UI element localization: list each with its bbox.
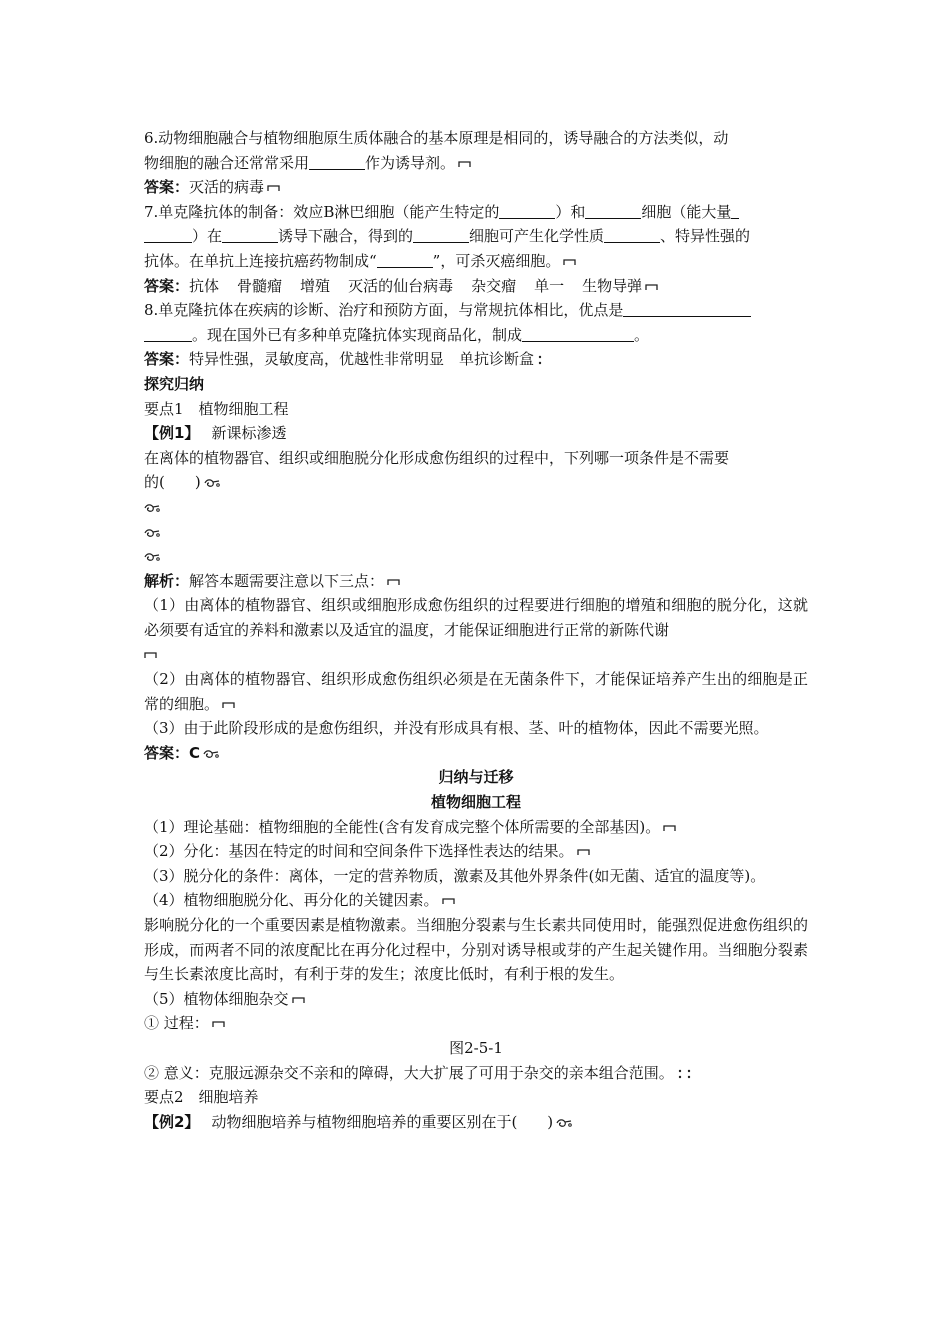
hand-mark-icon: [204, 478, 221, 488]
point1-title: 要点1 植物细胞工程: [144, 399, 289, 418]
return-mark-icon: [212, 1020, 225, 1028]
return-mark-icon: [458, 160, 471, 168]
return-mark-icon: [563, 258, 576, 266]
return-mark-icon: [577, 848, 590, 856]
q8-answer: 答案：特异性强，灵敏度高，优越性非常明显 单抗诊断盒: [144, 347, 808, 372]
q7-line-3: 抗体。在单抗上连接抗癌药物制成“ ”，可杀灭癌细胞。: [144, 249, 808, 274]
document-page: [144, 126, 808, 1134]
summary-item-3: （3）脱分化的条件：离体，一定的营养物质，激素及其他外界条件(如无菌、适宜的温度等)。: [144, 866, 766, 885]
fill-blank: [731, 204, 739, 219]
point2-title: 要点2 细胞培养: [144, 1088, 259, 1107]
return-mark-icon: [222, 701, 235, 709]
summary-subheading: 植物细胞工程: [430, 793, 521, 812]
option-placeholder-1: [144, 495, 808, 520]
option-placeholder-2: [144, 520, 808, 545]
return-mark-icon: [144, 651, 157, 659]
fill-blank: [604, 228, 660, 243]
example-1-header: 【例1】 新课标渗透: [144, 424, 287, 443]
q7-answer: 答案：抗体 骨髓瘤 增殖 灭活的仙台病毒 杂交瘤 单一 生物导弹: [144, 274, 808, 299]
hand-mark-icon: [144, 528, 161, 538]
colon-mark-icon: [677, 1068, 683, 1080]
q8-line-2: 。现在国外已有多种单克隆抗体实现商品化，制成 。: [144, 323, 808, 348]
summary-item-2: （2）分化：基因在特定的时间和空间条件下选择性表达的结果。: [144, 839, 808, 864]
section-title: 探究归纳: [144, 374, 205, 393]
fill-blank: [522, 327, 634, 342]
fill-blank: [309, 155, 365, 170]
summary-significance: ② 意义：克服远源杂交不亲和的障碍，大大扩展了可用于杂交的亲本组合范围。: [144, 1061, 808, 1086]
example-1-question-line-2: 的( ): [144, 470, 808, 495]
fill-blank: [144, 228, 192, 243]
fill-blank: [144, 327, 192, 342]
return-mark-icon: [442, 897, 455, 905]
return-mark-icon: [292, 996, 305, 1004]
hand-mark-icon: [144, 503, 161, 513]
hand-mark-icon: [556, 1118, 573, 1128]
q6-line-2: 物细胞的融合还常常采用 作为诱导剂。: [144, 151, 808, 176]
q7-line-1: 7.单克隆抗体的制备：效应B淋巴细胞（能产生特定的 ）和 细胞（能大量: [144, 200, 808, 225]
example-2-question: 【例2】 动物细胞培养与植物细胞培养的重要区别在于( ): [144, 1110, 808, 1135]
summary-item-4: （4）植物细胞脱分化、再分化的关键因素。: [144, 888, 808, 913]
summary-item-1: （1）理论基础：植物细胞的全能性(含有发育成完整个体所需要的全部基因)。: [144, 815, 808, 840]
fill-blank: [222, 228, 278, 243]
summary-heading: 归纳与迁移: [438, 768, 514, 787]
q6-line-1: 6.动物细胞融合与植物细胞原生质体融合的基本原理是相同的，诱导融合的方法类似，动: [144, 129, 729, 147]
return-mark-icon: [267, 184, 280, 192]
fill-blank: [623, 302, 751, 317]
figure-caption: 图2-5-1: [449, 1038, 503, 1057]
return-mark-icon: [663, 824, 676, 832]
analysis-point-3: （3）由于此阶段形成的是愈伤组织，并没有形成具有根、茎、叶的植物体，因此不需要光照。: [144, 719, 769, 738]
analysis-point-1: （1）由离体的植物器官、组织或细胞形成愈伤组织的过程要进行细胞的增殖和细胞的脱分化，这就必须要有适宜的养料和激素以及适宜的温度，才能保证细胞进行正常的新陈代谢: [144, 596, 808, 639]
example-1-question-line-1: 在离体的植物器官、组织或细胞脱分化形成愈伤组织的过程中，下列哪一项条件是不需要: [144, 448, 730, 467]
fill-blank: [499, 204, 555, 219]
colon-mark-icon: [537, 354, 543, 366]
return-mark-icon: [645, 283, 658, 291]
summary-item-5: （5）植物体细胞杂交: [144, 987, 808, 1012]
q6-answer: 答案：灭活的病毒: [144, 175, 808, 200]
hand-mark-icon: [144, 552, 161, 562]
analysis-point-2: （2）由离体的植物器官、组织形成愈伤组织必须是在无菌条件下，才能保证培养产生出的细胞是正常的细胞。: [144, 670, 808, 713]
option-placeholder-3: [144, 544, 808, 569]
summary-process: ① 过程：: [144, 1011, 808, 1036]
q8-line-1: 8.单克隆抗体在疾病的诊断、治疗和预防方面，与常规抗体相比，优点是: [144, 298, 808, 323]
summary-paragraph: 影响脱分化的一个重要因素是植物激素。当细胞分裂素与生长素共同使用时，能强烈促进愈伤组织的形成，而两者不同的浓度配比在再分化过程中，分别对诱导根或芽的产生起关键作用。当细胞分裂素与生长素浓度比高时，有利于芽的发生；浓度比低时，有利于根的发生。: [144, 916, 808, 984]
colon-mark-icon: [686, 1068, 692, 1080]
analysis-point-1-mark: [144, 642, 808, 667]
q7-line-2: ）在 诱导下融合，得到的 细胞可产生化学性质 、特异性强的: [144, 224, 808, 249]
analysis-intro: 解析：解答本题需要注意以下三点：: [144, 569, 808, 594]
hand-mark-icon: [203, 749, 220, 759]
return-mark-icon: [387, 578, 400, 586]
fill-blank: [413, 228, 469, 243]
example-1-answer: 答案：C: [144, 741, 808, 766]
fill-blank: [377, 253, 433, 268]
fill-blank: [585, 204, 641, 219]
